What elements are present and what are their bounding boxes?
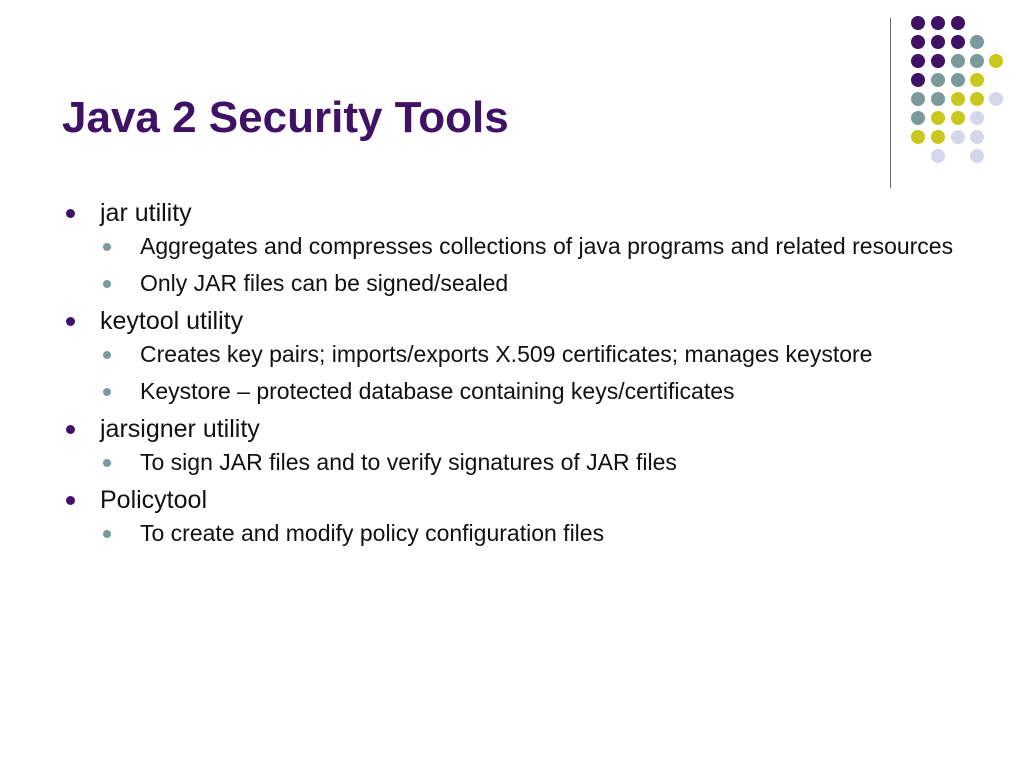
sub-bullet-dot-icon [103,388,111,396]
sub-bullet-dot-icon [103,530,111,538]
sub-bullet-list [100,448,960,477]
decorative-dot [931,16,945,30]
decorative-dot [911,111,925,125]
sub-bullet-list [100,340,960,406]
sub-bullet-dot-icon [103,459,111,467]
decorative-dot [931,73,945,87]
sub-bullet-dot-icon [103,351,111,359]
decorative-dot [931,111,945,125]
bullet-dot-icon [66,317,75,326]
bullet-item [60,414,960,477]
sub-bullet-item [100,519,960,548]
title-divider-line [890,18,891,188]
decorative-dot [951,92,965,106]
sub-bullet-text: Keystore – protected database containing keys/certificates [140,378,735,404]
sub-bullet-list [100,232,960,298]
bullet-item [60,485,960,548]
decorative-dot [951,73,965,87]
decorative-dot [989,54,1003,68]
decorative-dot [951,35,965,49]
bullet-item [60,198,960,298]
decorative-dot [970,73,984,87]
sub-bullet-dot-icon [103,280,111,288]
decorative-dot [951,130,965,144]
slide-title: Java 2 Security Tools [62,93,509,142]
decorative-dot [951,54,965,68]
sub-bullet-item [100,377,960,406]
sub-bullet-text: To sign JAR files and to verify signatures of JAR files [140,449,677,475]
sub-bullet-list [100,519,960,548]
bullet-list [60,198,960,548]
decorative-dot [931,149,945,163]
decorative-dot [989,92,1003,106]
decorative-dot [911,130,925,144]
sub-bullet-item [100,448,960,477]
bullet-item [60,306,960,406]
decorative-dot [951,16,965,30]
decorative-dot [970,92,984,106]
decorative-dot [970,35,984,49]
sub-bullet-text: Aggregates and compresses collections of java programs and related resources [140,233,954,259]
decorative-dot [911,35,925,49]
bullet-text: keytool utility [100,307,244,335]
sub-bullet-item [100,232,960,261]
decorative-dot [931,92,945,106]
decorative-dot [931,54,945,68]
decorative-dot [970,54,984,68]
sub-bullet-text: Creates key pairs; imports/exports X.509 certificates; manages keystore [140,341,873,367]
decorative-dot [931,130,945,144]
bullet-text: jarsigner utility [100,415,260,443]
bullet-text: jar utility [100,199,192,227]
sub-bullet-text: To create and modify policy configuration files [140,520,605,546]
bullet-text: Policytool [100,486,207,514]
sub-bullet-item [100,269,960,298]
bullet-dot-icon [66,496,75,505]
decorative-dot [951,111,965,125]
sub-bullet-item [100,340,960,369]
decorative-dot [911,73,925,87]
decorative-dot [931,35,945,49]
decorative-dot [970,111,984,125]
sub-bullet-text: Only JAR files can be signed/sealed [140,270,509,296]
sub-bullet-dot-icon [103,243,111,251]
bullet-dot-icon [66,209,75,218]
decorative-dot [970,149,984,163]
bullet-dot-icon [66,425,75,434]
decorative-dot [911,16,925,30]
decorative-dot [911,54,925,68]
decorative-dot [970,130,984,144]
slide-content [60,198,960,556]
decorative-dot [911,92,925,106]
